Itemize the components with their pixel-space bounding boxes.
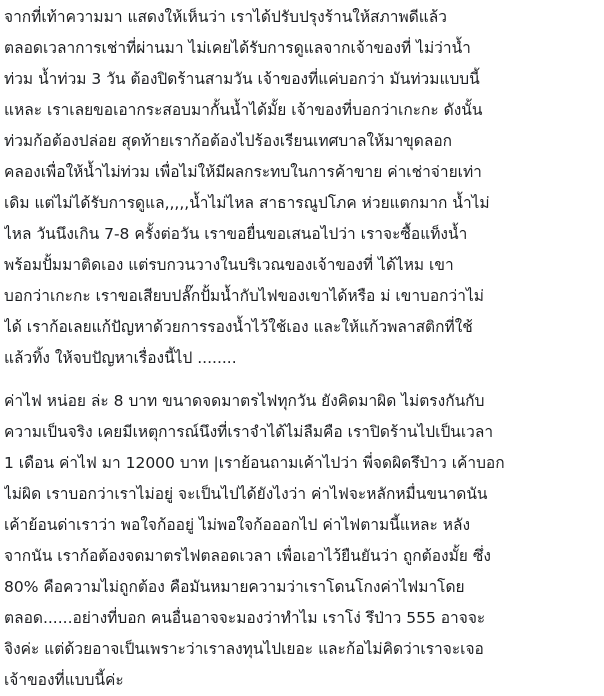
text-line: ตลอดเวลาการเช่าที่ผ่านมา ไม่เคยได้รับการดูแลจากเจ้าของที่ ไม่ว่าน้ำ	[4, 39, 471, 57]
text-line: จิงค่ะ แต่ด้วยอาจเป็นเพราะว่าเราลงทุนไปเยอะ และก้อไม่คิดว่าเราจะเจอ	[4, 640, 484, 658]
text-line: แล้วทิ้ง ให้จบปัญหาเรื่องนี้ไป ........	[4, 349, 237, 367]
text-line: ไหล วันนึงเกิน 7-8 ครั้งต่อวัน เราขอยื่นขอเสนอไปว่า เราจะซื้อแท็งน้ำ	[4, 225, 468, 243]
text-line: เค้าย้อนด่าเราว่า พอใจก้ออยู่ ไม่พอใจก้อออกไป ค่าไฟตามนี้แหละ หลัง	[4, 516, 471, 534]
text-line: คลองเพื่อให้น้ำไม่ท่วม เพื่อไม่ให้มีผลกระทบในการค้าขาย ค่าเช่าจ่ายเท่า	[4, 163, 482, 181]
text-line: ตลอด......อย่างที่บอก คนอื่นอาจจะมองว่าทำไม เราโง่ รึป่าว 555 อาจจะ	[4, 609, 486, 627]
text-line: บอกว่าเกะกะ เราขอเสียบปลั๊กปั้มน้ำกับไฟของเขาได้หรือ ม่ เขาบอกว่าไม่	[4, 287, 484, 305]
text-line: 80% คือความไม่ถูกต้อง คือมันหมายความว่าเราโดนโกงค่าไฟมาโดย	[4, 578, 465, 596]
paragraph-1	[4, 2, 600, 374]
text-line: ค่าไฟ หน่อย ล่ะ 8 บาท ขนาดจดมาตรไฟทุกวัน ยังคิดมาผิด ไม่ตรงกันกับ	[4, 392, 485, 410]
text-line: ท่วม น้ำท่วม 3 วัน ต้องปิดร้านสามวัน เจ้าของที่แค่บอกว่า มันท่วมแบบนี้	[4, 70, 480, 88]
text-line: แหละ เราเลยขอเอากระสอบมากั้นน้ำได้มั้ย เจ้าของที่บอกว่าเกะกะ ดังนั้น	[4, 101, 483, 119]
text-line: ไม่ผิด เราบอกว่าเราไม่อยู่ จะเป็นไปได้ยังไงว่า ค่าไฟจะหลักหมื่นขนาดนัน	[4, 485, 488, 503]
text-line: ท่วมก้อต้องปล่อย สุดท้ายเราก้อต้องไปร้องเรียนเทศบาลให้มาขุดลอก	[4, 132, 453, 150]
paragraph-2	[4, 386, 600, 696]
text-line: เดิม แต่ไม่ได้รับการดูแล,,,,,น้ำไม่ไหล สาธารณูปโภค ห่วยแตกมาก น้ำไม่	[4, 194, 490, 212]
paragraph-gap	[4, 374, 600, 386]
text-line: 1 เดือน ค่าไฟ มา 12000 บาท |เราย้อนถามเค้าไปว่า พี่จดผิดรึป่าว เค้าบอก	[4, 454, 505, 472]
text-line: จากนัน เราก้อต้องจดมาตรไฟตลอดเวลา เพื่อเอาไว้ยืนยันว่า ถูกต้องมั้ย ซึ่ง	[4, 547, 491, 565]
post-body	[4, 2, 600, 696]
text-line: ความเป็นจริง เคยมีเหตุการณ์นึงที่เราจำได้ไม่ลืมคือ เราปิดร้านไปเป็นเวลา	[4, 423, 494, 441]
text-line: ได้ เราก้อเลยแก้ปัญหาด้วยการรองน้ำไว้ใช้เอง และให้แก้วพลาสติกที่ใช้	[4, 318, 473, 336]
text-line: พร้อมปั้มมาติดเอง แต่รบกวนวางในบริเวณของเจ้าของที่ ได้ไหม เขา	[4, 256, 454, 274]
text-line: เจ้าของที่แบบนี้ค่ะ	[4, 671, 124, 689]
text-line: จากที่เท้าความมา แสดงให้เห็นว่า เราได้ปรับปรุงร้านให้สภาพดีแล้ว	[4, 8, 447, 26]
